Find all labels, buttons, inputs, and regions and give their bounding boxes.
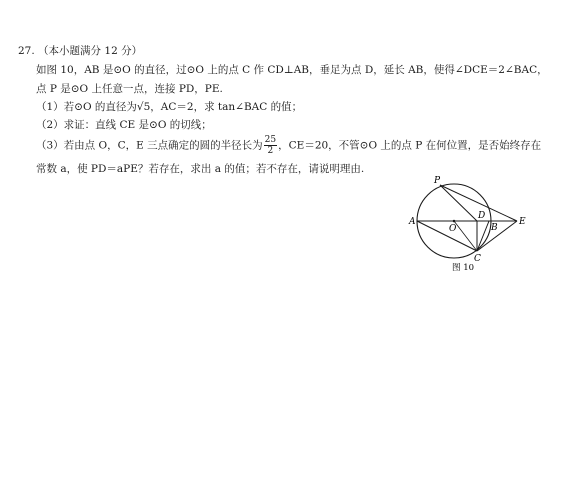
problem-stem-line1: 如图 10，AB 是⊙O 的直径，过⊙O 上的点 C 作 CD⊥AB，垂足为点 D，延长 AB，使得∠DCE＝2∠BAC，	[36, 64, 548, 76]
label-c: C	[474, 254, 481, 264]
fraction-numerator: 25	[264, 135, 277, 145]
figure-caption: 图 10	[452, 263, 475, 273]
center-point	[453, 220, 456, 223]
label-b: B	[491, 223, 498, 233]
problem-stem-line2: 点 P 是⊙O 上任意一点，连接 PD，PE.	[36, 83, 223, 95]
question-3-before: （3）若由点 O，C，E 三点确定的圆的半径长为	[36, 139, 263, 152]
question-2: （2）求证：直线 CE 是⊙O 的切线；	[36, 119, 212, 131]
fraction-denominator: 2	[267, 146, 274, 156]
question-3-after: ，CE＝20，不管⊙O 上的点 P 在何位置，是否始终存在	[278, 139, 542, 152]
label-e: E	[519, 217, 526, 227]
question-1: （1）若⊙O 的直径为√5，AC＝2，求 tan∠BAC 的值；	[36, 101, 303, 113]
label-p: P	[434, 176, 441, 186]
problem-points: （本小题满分 12 分）	[38, 45, 143, 57]
segment-oc	[454, 221, 477, 251]
label-o: O	[449, 224, 457, 234]
label-d: D	[478, 211, 486, 221]
question-3-line2: 常数 a，使 PD＝aPE？若存在，求出 a 的值；若不存在，请说明理由.	[36, 163, 365, 175]
segment-pd	[440, 185, 477, 221]
segment-ac	[417, 221, 477, 251]
label-a: A	[409, 217, 416, 227]
problem-number-text: 27.	[18, 45, 35, 57]
